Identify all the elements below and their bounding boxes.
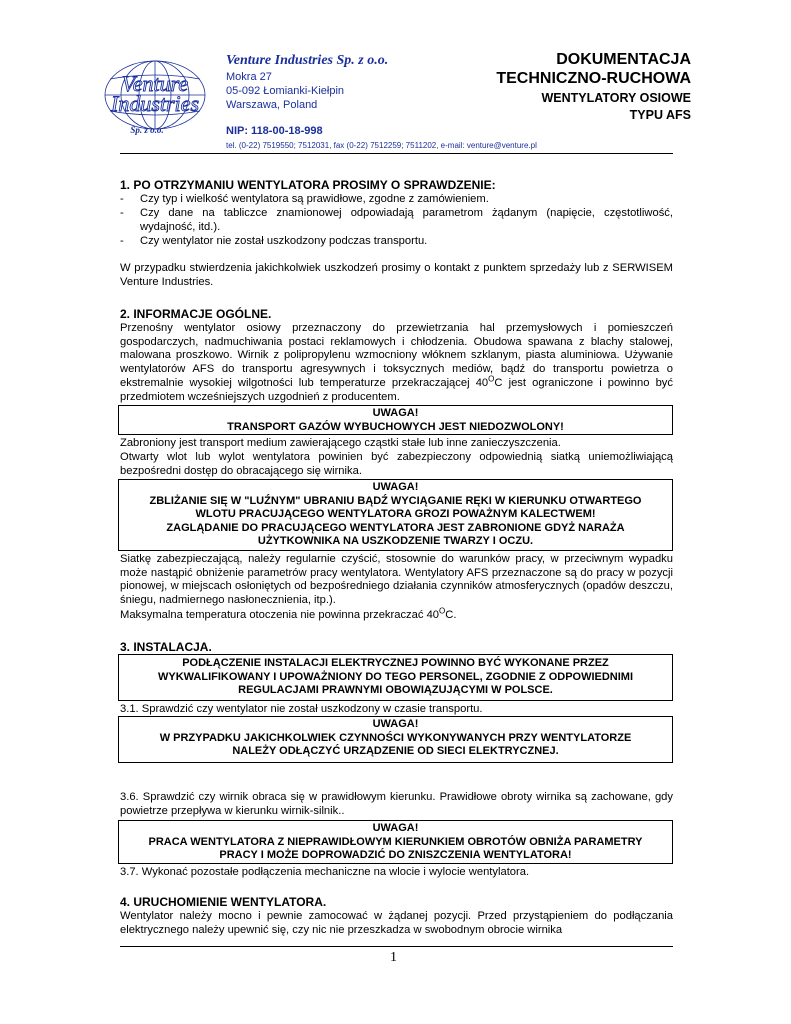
warning-line: ZBLIŻANIE SIĘ W "LUŹNYM" UBRANIU BĄDŹ WYCIĄGANIE RĘKI W KIERUNKU OTWARTEGO xyxy=(149,494,642,507)
max-temperature xyxy=(120,606,673,623)
address-country: Warszawa, Poland xyxy=(226,99,318,111)
warning-box-rotation xyxy=(118,820,673,864)
contact-line: tel. (0-22) 7519550; 7512031, fax (0-22) 7512259; 7511202, e-mail: venture@venture.pl xyxy=(226,141,537,150)
degree-symbol: O xyxy=(439,606,446,616)
company-logo xyxy=(97,57,217,137)
warning-title: UWAGA! xyxy=(372,822,419,834)
notice-line: WYKWALIFIKOWANY I UPOWAŻNIONY DO TEGO PERSONEL, ZGODNIE Z ODPOWIEDNIMI xyxy=(157,670,634,683)
logo-word-venture: Venture xyxy=(121,71,189,96)
warning-line: WLOTU PRACUJĄCEGO WENTYLATORA GROZI POWAŻNYM KALECTWEM! xyxy=(195,508,596,521)
check-item-3 xyxy=(120,235,673,249)
nip-number: NIP: 118-00-18-998 xyxy=(226,125,323,137)
max-temperature-text: Maksymalna temperatura otoczenia nie powinna przekraczać 40 xyxy=(120,609,440,621)
warning-title: UWAGA! xyxy=(372,481,419,493)
max-temperature-tail: C. xyxy=(445,609,457,621)
header-divider xyxy=(120,153,673,154)
warning-box-explosive xyxy=(118,405,673,435)
bullet-dash: - xyxy=(120,193,124,205)
solids-prohibition: Zabroniony jest transport medium zawierającego cząstki stałe lub inne zanieczyszczenia. xyxy=(120,437,561,449)
notice-line: PODŁĄCZENIE INSTALACJI ELEKTRYCZNEJ POWINNO BYĆ WYKONANE PRZEZ xyxy=(182,657,609,669)
logo-word-industries: Industries xyxy=(111,91,199,116)
bullet-dash: - xyxy=(120,207,124,219)
warning-box-clothing xyxy=(118,479,673,551)
damage-note: W przypadku stwierdzenia jakichkolwiek uszkodzeń prosimy o kontakt z punktem sprzedaży lub z SERWISEM Venture Industries. xyxy=(120,262,673,288)
warning-line: NALEŻY ODŁĄCZYĆ URZĄDZENIE OD SIECI ELEKTRYCZNEJ. xyxy=(232,745,559,758)
warning-text: TRANSPORT GAZÓW WYBUCHOWYCH JEST NIEDOZWOLONY! xyxy=(227,420,564,433)
section3-heading: 3. INSTALACJA. xyxy=(120,640,212,654)
check-item-3-text: Czy wentylator nie został uszkodzony podczas transportu. xyxy=(140,235,428,247)
doc-title-line1: DOKUMENTACJA xyxy=(556,51,691,68)
warning-line: PRACY I MOŻE DOPROWADZIĆ DO ZNISZCZENIA WENTYLATORA! xyxy=(219,849,572,862)
company-name: Venture Industries Sp. z o.o. xyxy=(226,53,389,68)
guard-requirement: Otwarty wlot lub wylot wentylatora powinien być zabezpieczony odpowiednią siatką uniemożliwiającą bezpośredni dostęp do obracającego się wirnika. xyxy=(120,451,673,477)
general-info-paragraph xyxy=(120,322,673,404)
warning-line: ZAGLĄDANIE DO PRACUJĄCEGO WENTYLATORA JEST ZABRONIONE GDYŻ NARAŻA xyxy=(166,521,625,534)
bullet-dash: - xyxy=(120,235,124,247)
general-info-tail: C jest ograniczone i powinno być przedmiotem wcześniejszych uzgodnień z producentem. xyxy=(120,376,673,403)
check-item-2 xyxy=(120,207,673,234)
doc-subtitle-line2: TYPU AFS xyxy=(629,108,691,122)
section4-heading: 4. URUCHOMIENIE WENTYLATORA. xyxy=(120,895,327,909)
warning-line: UŻYTKOWNIKA NA USZKODZENIE TWARZY I OCZU. xyxy=(257,535,534,548)
maintenance-paragraph: Siatkę zabezpieczającą, należy regularnie czyścić, stosownie do warunków pracy, w przeciwnym wypadku może nastąpić obniżenie parametrów pracy wentylatora. Wentylatory AFS przeznaczone są do pracy w pozycji pionowej, w miejscach osłoniętych od bezpośredniego działania czynników atmosferycznych (opadów deszczu, śniegu, nadmiernego nasłonecznienia, itp.). xyxy=(120,553,673,607)
warning-line: PRACA WENTYLATORA Z NIEPRAWIDŁOWYM KIERUNKIEM OBROTÓW OBNIŻA PARAMETRY xyxy=(148,835,643,848)
step-3-6: 3.6. Sprawdzić czy wirnik obraca się w prawidłowym kierunku. Prawidłowe obroty wirnika są zachowane, gdy powietrze przepływa w kierunku wirnik-silnik.. xyxy=(120,791,673,817)
doc-subtitle-line1: WENTYLATORY OSIOWE xyxy=(541,91,691,105)
address-street: Mokra 27 xyxy=(226,71,272,83)
notice-box-electrical xyxy=(118,654,673,701)
section1-heading: 1. PO OTRZYMANIU WENTYLATORA PROSIMY O SPRAWDZENIE: xyxy=(120,178,496,192)
startup-paragraph: Wentylator należy mocno i pewnie zamocować w żądanej pozycji. Przed przystąpieniem do podłączania elektrycznego należy upewnić się, czy nic nie przeszkadza w swobodnym obrocie wirnika xyxy=(120,910,673,936)
check-item-1 xyxy=(120,193,673,207)
doc-title-line2: TECHNICZNO-RUCHOWA xyxy=(496,70,691,87)
step-3-1: 3.1. Sprawdzić czy wentylator nie został uszkodzony w czasie transportu. xyxy=(120,703,483,715)
warning-line: W PRZYPADKU JAKICHKOLWIEK CZYNNOŚCI WYKONYWANYCH PRZY WENTYLATORZE xyxy=(159,731,632,744)
check-item-2-text: Czy dane na tabliczce znamionowej odpowiadają parametrom żądanym (napięcie, częstotliwość, wydajność, itd.). xyxy=(140,207,673,233)
notice-line: REGULACJAMI PRAWNYMI OBOWIĄZUJĄCYMI W POLSCE. xyxy=(238,684,553,697)
address-city: 05-092 Łomianki-Kiełpin xyxy=(226,85,345,97)
general-info-text: Przenośny wentylator osiowy przeznaczony do przewietrzania hal przemysłowych i pomieszczeń gospodarczych, nadmuchiwania postaci reklamowych i chłodzenia. Obudowa spawana z blachy stalowej, malowana proszkowo. Wirnik z polipropylenu wzmocniony włóknem szklanym, piasta aluminiowa. Używanie wentylatorów AFS do transportu agresywnych i toksycznych mediów, bądź do transportu powietrza o ekstremalnie wysokiej wilgotności lub temperaturze przekraczającej 40 xyxy=(120,322,673,389)
degree-symbol: O xyxy=(488,374,495,384)
step-3-7: 3.7. Wykonać pozostałe podłączenia mechaniczne na wlocie i wylocie wentylatora. xyxy=(120,866,530,878)
footer-divider xyxy=(120,946,673,947)
warning-box-disconnect xyxy=(118,716,673,763)
warning-title: UWAGA! xyxy=(372,718,419,730)
section2-heading: 2. INFORMACJE OGÓLNE. xyxy=(120,307,272,321)
logo-word-spzoo: Sp. z o.o. xyxy=(130,125,164,135)
check-item-1-text: Czy typ i wielkość wentylatora są prawidłowe, zgodne z zamówieniem. xyxy=(140,193,489,205)
page-number: 1 xyxy=(390,950,397,965)
warning-title: UWAGA! xyxy=(372,407,419,419)
